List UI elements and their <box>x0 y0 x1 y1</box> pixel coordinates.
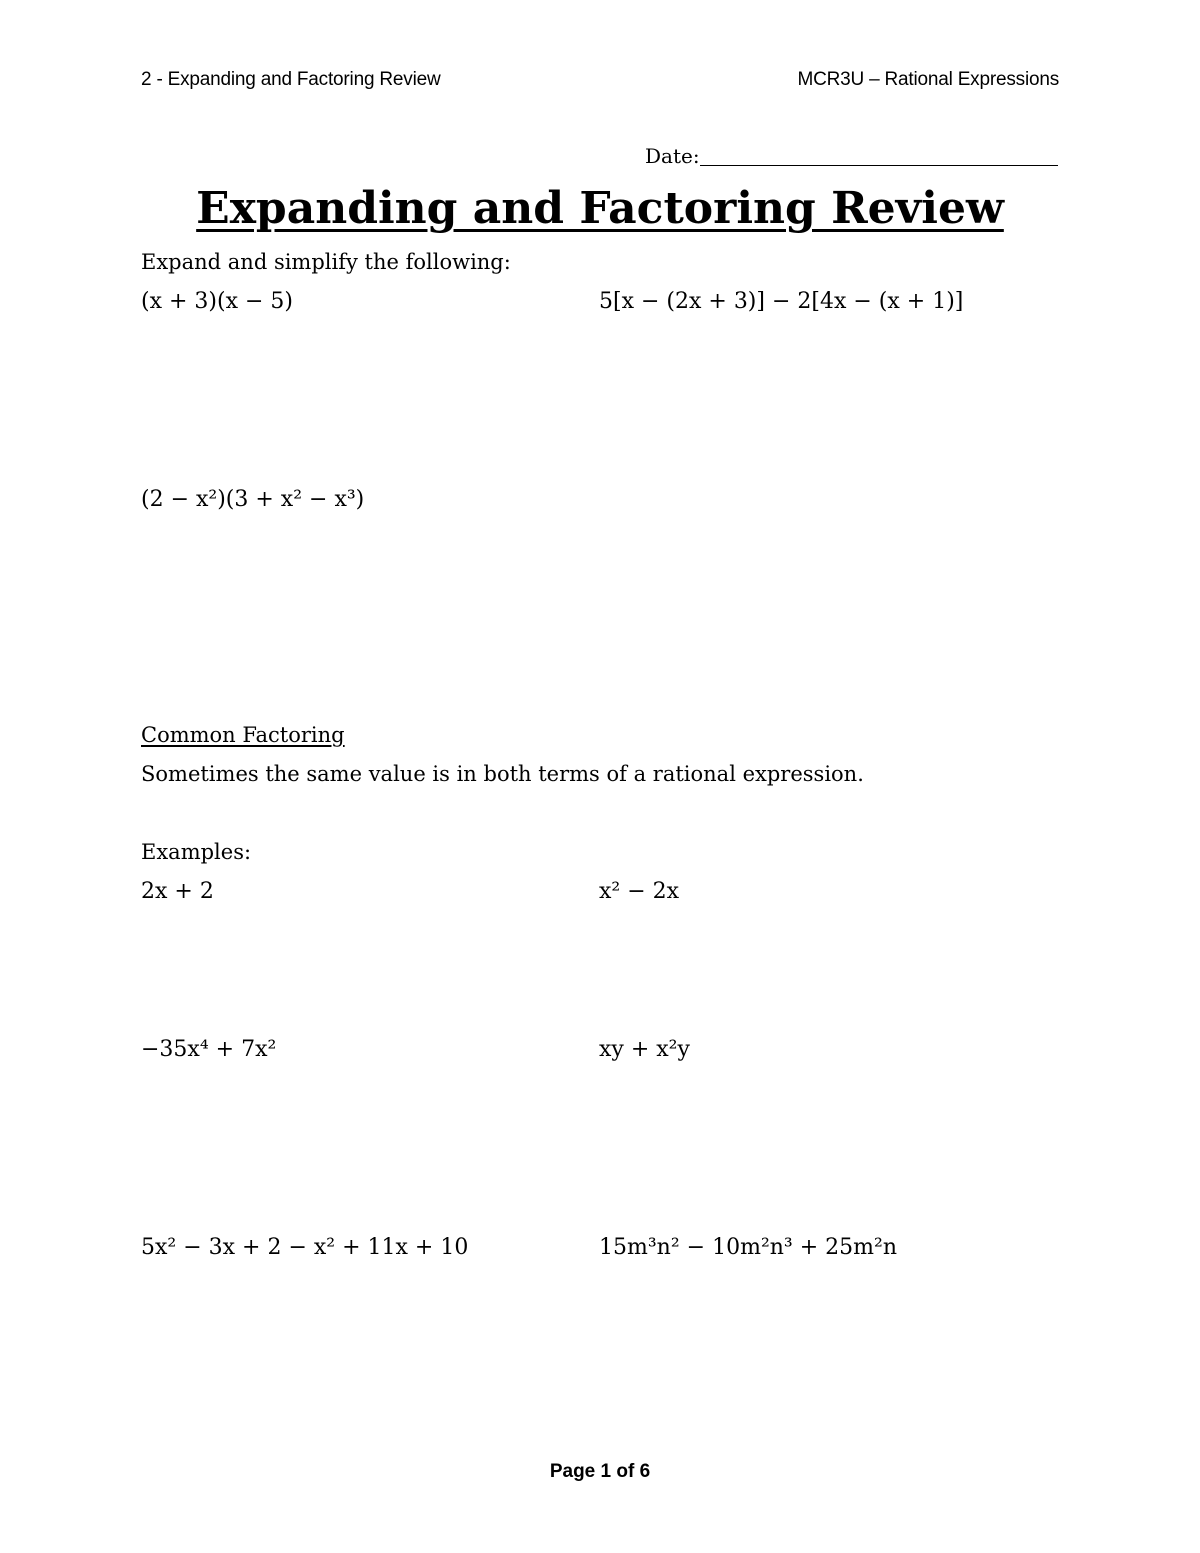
header-left: 2 - Expanding and Factoring Review <box>141 69 441 90</box>
common-factoring-description: Sometimes the same value is in both terms of a rational expression. <box>141 762 864 786</box>
examples-label: Examples: <box>141 840 252 864</box>
common-factoring-heading: Common Factoring <box>141 723 345 747</box>
expand-problem-1: (x + 3)(x − 5) <box>141 289 293 314</box>
example-4: xy + x²y <box>599 1037 690 1062</box>
example-1: 2x + 2 <box>141 879 214 904</box>
date-blank-line <box>700 165 1058 166</box>
example-3: −35x⁴ + 7x² <box>141 1037 277 1062</box>
date-label: Date: <box>645 144 700 168</box>
expand-instruction: Expand and simplify the following: <box>141 250 511 274</box>
example-5: 5x² − 3x + 2 − x² + 11x + 10 <box>141 1235 469 1260</box>
expand-problem-3: (2 − x²)(3 + x² − x³) <box>141 487 365 512</box>
example-2: x² − 2x <box>599 879 680 904</box>
header-right: MCR3U – Rational Expressions <box>797 69 1059 90</box>
page-title: Expanding and Factoring Review <box>196 183 1004 234</box>
expand-problem-2: 5[x − (2x + 3)] − 2[4x − (x + 1)] <box>599 289 964 314</box>
example-6: 15m³n² − 10m²n³ + 25m²n <box>599 1235 898 1260</box>
page-footer: Page 1 of 6 <box>549 1461 651 1482</box>
